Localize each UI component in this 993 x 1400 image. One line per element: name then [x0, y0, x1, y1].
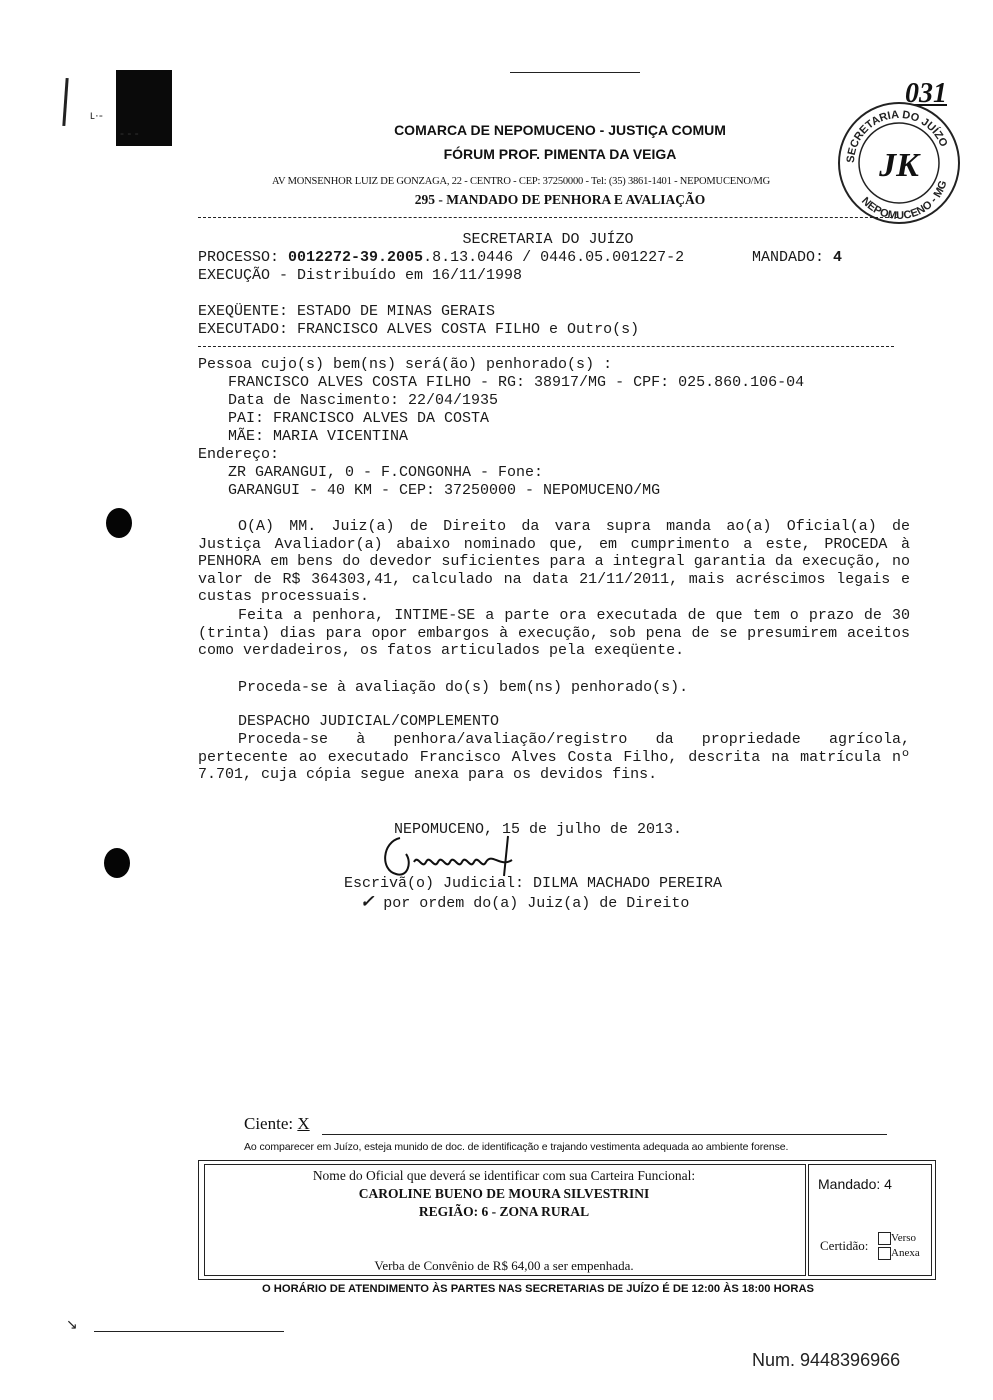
bottom-specks: ↘ — [66, 1316, 78, 1332]
endereco-linha2: GARANGUI - 40 KM - CEP: 37250000 - NEPOMUCENO/MG — [228, 482, 661, 499]
ciente-mark: X — [297, 1114, 310, 1133]
por-ordem-line — [360, 892, 689, 912]
court-seal — [836, 100, 962, 226]
certidao-anexa[interactable] — [878, 1246, 920, 1261]
ordem-p1-text: O(A) MM. Juiz(a) de Direito da vara supra manda ao(a) Oficial(a) de Justiça Avaliador(a) abaixo nominado que, em cumprimento a este, PROCEDA à PENHORA em bens do devedor suficientes para a integral garantia da execução, no valor de R$ 364303,41, calculado na data 21/11/2011, mais acréscimos legais e custas processuais. — [198, 518, 910, 606]
certidao-options — [878, 1231, 920, 1261]
horario-atendimento: O HORÁRIO DE ATENDIMENTO ÀS PARTES NAS SECRETARIAS DE JUÍZO É DE 12:00 ÀS 18:00 HORAS — [262, 1283, 815, 1295]
despacho-title: DESPACHO JUDICIAL/COMPLEMENTO — [238, 713, 500, 730]
scan-specks: - - - — [120, 126, 139, 140]
ordem-paragrafo-3 — [198, 679, 910, 697]
mandado-box-text: Mandado: — [818, 1176, 881, 1192]
oficial-instrucao: Nome do Oficial que deverá se identificar com sua Carteira Funcional: — [312, 1168, 696, 1183]
ciente-rule — [322, 1134, 887, 1135]
header-doc-type: 295 - MANDADO DE PENHORA E AVALIAÇÃO — [414, 192, 706, 207]
mandado-num: 4 — [833, 249, 843, 266]
separator-top — [198, 217, 898, 218]
mandado-ref — [752, 249, 842, 266]
bottom-rule — [94, 1331, 284, 1332]
mandado-box-label — [818, 1176, 892, 1192]
seal-top-text: SECRETARIA DO JUÍZO — [844, 108, 950, 164]
seal-bottom-text: NEPOMUCENO - MG — [858, 179, 950, 223]
pessoa-heading: Pessoa cujo(s) bem(ns) será(ão) penhorado(s) : — [198, 356, 613, 373]
verso-checkbox[interactable] — [878, 1232, 891, 1245]
header-comarca: COMARCA DE NEPOMUCENO - JUSTIÇA COMUM — [394, 122, 726, 138]
punch-hole-top — [106, 508, 132, 538]
por-ordem-text: por ordem do(a) Juiz(a) de Direito — [383, 895, 690, 912]
certidao-verso[interactable] — [878, 1231, 920, 1246]
processo-label: PROCESSO: — [198, 249, 280, 266]
ordem-paragrafo-2 — [198, 607, 910, 660]
pessoa-identificacao: FRANCISCO ALVES COSTA FILHO - RG: 38917/MG - CPF: 025.860.106-04 — [228, 374, 805, 391]
pessoa-nascimento: Data de Nascimento: 22/04/1935 — [228, 392, 499, 409]
ordem-p2-text: Feita a penhora, INTIME-SE a parte ora executada de que tem o prazo de 30 (trinta) dias para opor embargos à execução, sob pena de se presumirem aceitos como verdadeiros, os fatos articulados pela exeqüente. — [198, 607, 910, 660]
processo-numero: 0012272-39.2005 — [288, 249, 424, 266]
anexa-checkbox[interactable] — [878, 1247, 891, 1260]
secretaria-label: SECRETARIA DO JUÍZO — [462, 231, 634, 248]
punch-hole-bottom — [104, 848, 130, 878]
certidao-label: Certidão: — [820, 1238, 869, 1253]
local-data: NEPOMUCENO, 15 de julho de 2013. — [394, 821, 683, 838]
ordem-paragrafo-1 — [198, 518, 910, 606]
despacho-paragrafo — [198, 731, 910, 784]
header-address: AV MONSENHOR LUIZ DE GONZAGA, 22 - CENTRO - CEP: 37250000 - Tel: (35) 3861-1401 - NEPOMUCENO/MG — [272, 176, 770, 187]
mandado-label: MANDADO: — [752, 249, 825, 266]
ciente-aviso: Ao comparecer em Juízo, esteja munido de doc. de identificação e trajando vestimenta adequada ao ambiente forense. — [244, 1141, 789, 1153]
endereco-linha1: ZR GARANGUI, 0 - F.CONGONHA - Fone: — [228, 464, 544, 481]
ciente-line — [244, 1114, 310, 1134]
oficial-verba: Verba de Convênio de R$ 64,00 a ser empenhada. — [374, 1258, 634, 1273]
header-forum: FÓRUM PROF. PIMENTA DA VEIGA — [443, 146, 677, 162]
oficial-regiao: REGIÃO: 6 - ZONA RURAL — [418, 1204, 590, 1219]
scan-specks: ʟ·- — [90, 108, 103, 122]
anexa-label: Anexa — [891, 1247, 920, 1259]
ciente-label: Ciente: — [244, 1114, 294, 1133]
scan-mark-left — [62, 78, 68, 126]
initials-mark: ✓ — [360, 892, 375, 911]
oficial-nome: CAROLINE BUENO DE MOURA SILVESTRINI — [358, 1186, 650, 1201]
mandado-box-num: 4 — [884, 1176, 892, 1192]
verso-label: Verso — [891, 1232, 917, 1244]
despacho-text: Proceda-se à penhora/avaliação/registro da propriedade agrícola, pertecente ao executado Francisco Alves Costa Filho, descrita na matrícula nº 7.701, cuja cópia segue anexa para os devidos fins. — [198, 731, 910, 784]
execucao-line: EXECUÇÃO - Distribuído em 16/11/1998 — [198, 267, 523, 284]
seal-handwritten: JK — [879, 147, 919, 184]
processo-resto: .8.13.0446 / 0446.05.001227-2 — [423, 249, 685, 266]
processo-line — [198, 249, 684, 266]
page-number: 031 — [905, 78, 947, 109]
document-number: Num. 9448396966 — [752, 1350, 901, 1370]
exequente-line: EXEQÜENTE: ESTADO DE MINAS GERAIS — [198, 303, 496, 320]
escrivao-line: Escrivã(o) Judicial: DILMA MACHADO PEREIRA — [344, 875, 723, 892]
ordem-p3-text: Proceda-se à avaliação do(s) bem(ns) penhorado(s). — [238, 679, 689, 696]
pessoa-pai: PAI: FRANCISCO ALVES DA COSTA — [228, 410, 490, 427]
separator-parties — [198, 346, 894, 347]
top-rule — [510, 72, 640, 73]
endereco-label: Endereço: — [198, 446, 280, 463]
executado-line: EXECUTADO: FRANCISCO ALVES COSTA FILHO e Outro(s) — [198, 321, 640, 338]
pessoa-mae: MÃE: MARIA VICENTINA — [228, 428, 409, 445]
